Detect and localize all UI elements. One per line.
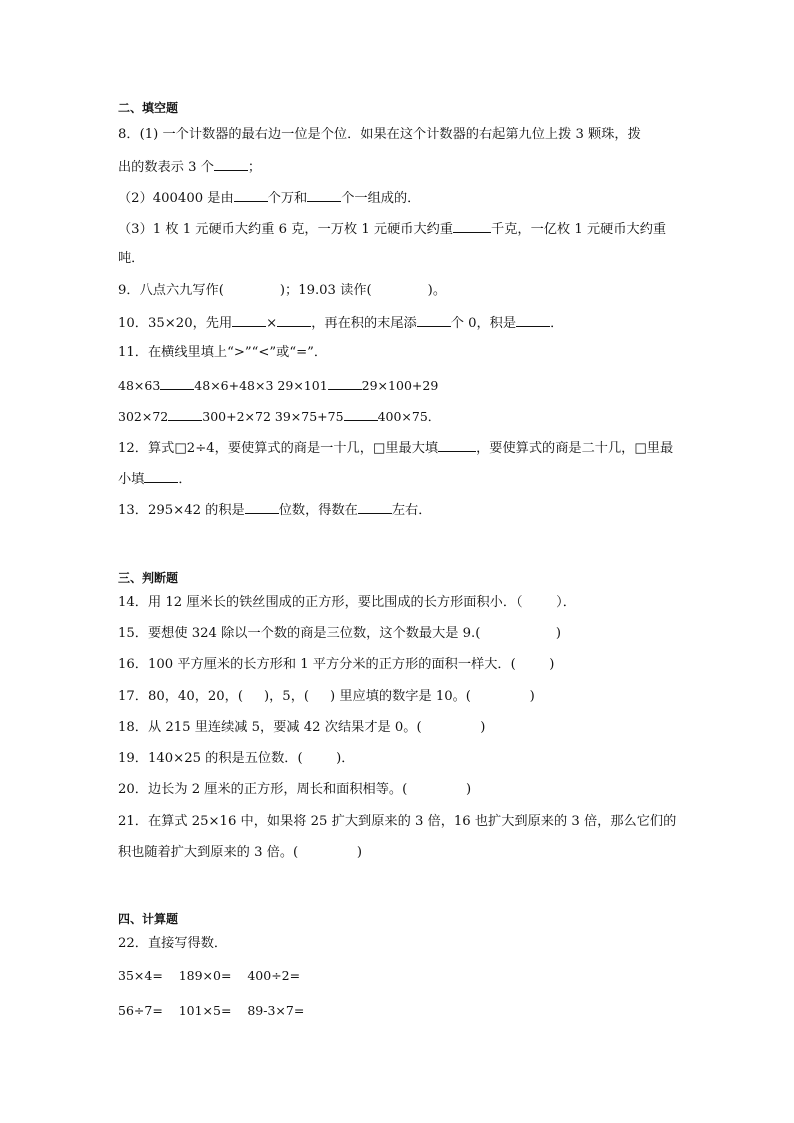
question-8-part1-line2: 出的数表示 3 个 ； xyxy=(118,157,261,177)
question-8-part3-line2: 吨． xyxy=(118,251,145,266)
answer-blank[interactable] xyxy=(417,313,451,327)
answer-blank[interactable] xyxy=(234,188,268,202)
question-19: 19．140×25 的积是五位数．( )． xyxy=(118,751,355,766)
answer-blank[interactable] xyxy=(453,219,491,233)
question-15: 15．要想使 324 除以一个数的商是三位数，这个数最大是 9.( ) xyxy=(118,626,561,641)
question-10: 10．35×20，先用 × ，再在积的末尾添 个 0，积是 ． xyxy=(118,313,563,333)
section-heading-calculation: 四、计算题 xyxy=(118,912,179,926)
question-14: 14．用 12 厘米长的铁丝围成的正方形，要比围成的长方形面积小．（ ）． xyxy=(118,595,576,610)
question-21-line2: 积也随着扩大到原来的 3 倍。( ) xyxy=(118,845,362,860)
answer-blank[interactable] xyxy=(516,313,550,327)
question-17: 17．80，40，20，( )，5，( ) 里应填的数字是 10。( ) xyxy=(118,689,535,704)
question-18: 18．从 215 里连续减 5，要减 42 次结果才是 0。( ) xyxy=(118,720,486,735)
question-20: 20．边长为 2 厘米的正方形，周长和面积相等。( ) xyxy=(118,782,472,797)
answer-blank[interactable] xyxy=(144,469,178,483)
question-8-part3-line1: （3）1 枚 1 元硬币大约重 6 克，一万枚 1 元硬币大约重 千克，一亿枚 1 元硬币大约重 xyxy=(118,219,666,239)
question-11-row2: 302×72 300+2×72 39×75+75 400×75． xyxy=(118,409,441,424)
question-13: 13．295×42 的积是 位数，得数在 左右． xyxy=(118,500,431,520)
answer-blank[interactable] xyxy=(358,500,392,514)
question-9: 9．八点六九写作( )；19.03 读作( )。 xyxy=(118,283,447,298)
calc-row-2: 56÷7= 101×5= 89-3×7= xyxy=(118,1003,305,1018)
answer-blank[interactable] xyxy=(160,376,194,390)
question-8-part1-line1: 8．(1) 一个计数器的最右边一位是个位．如果在这个计数器的右起第九位上拨 3 颗珠，拨 xyxy=(118,127,641,142)
section-heading-true-false: 三、判断题 xyxy=(118,571,179,585)
question-22: 22．直接写得数． xyxy=(118,936,228,951)
question-12-line2: 小填 ． xyxy=(118,469,192,489)
answer-blank[interactable] xyxy=(168,407,202,421)
section-heading-fill-in: 二、填空题 xyxy=(118,101,179,115)
calc-row-1: 35×4= 189×0= 400÷2= xyxy=(118,968,301,983)
question-11: 11．在横线里填上“>”“<”或“=”． xyxy=(118,345,328,360)
question-8-part2: （2）400400 是由 个万和 个一组成的． xyxy=(118,188,420,208)
answer-blank[interactable] xyxy=(438,438,476,452)
question-21-line1: 21．在算式 25×16 中，如果将 25 扩大到原来的 3 倍，16 也扩大到原来的 3 倍，那么它们的 xyxy=(118,814,677,829)
answer-blank[interactable] xyxy=(307,188,341,202)
answer-blank[interactable] xyxy=(214,157,248,171)
answer-blank[interactable] xyxy=(245,500,279,514)
answer-blank[interactable] xyxy=(344,407,378,421)
question-12-line1: 12．算式□2÷4，要使算式的商是一十几，□里最大填 ，要使算式的商是二十几，□里最 xyxy=(118,438,673,458)
answer-blank[interactable] xyxy=(328,376,362,390)
answer-blank[interactable] xyxy=(277,313,311,327)
question-16: 16．100 平方厘米的长方形和 1 平方分米的正方形的面积一样大．( ) xyxy=(118,657,555,672)
answer-blank[interactable] xyxy=(232,313,266,327)
question-11-row1: 48×63 48×6+48×3 29×101 29×100+29 xyxy=(118,378,439,393)
